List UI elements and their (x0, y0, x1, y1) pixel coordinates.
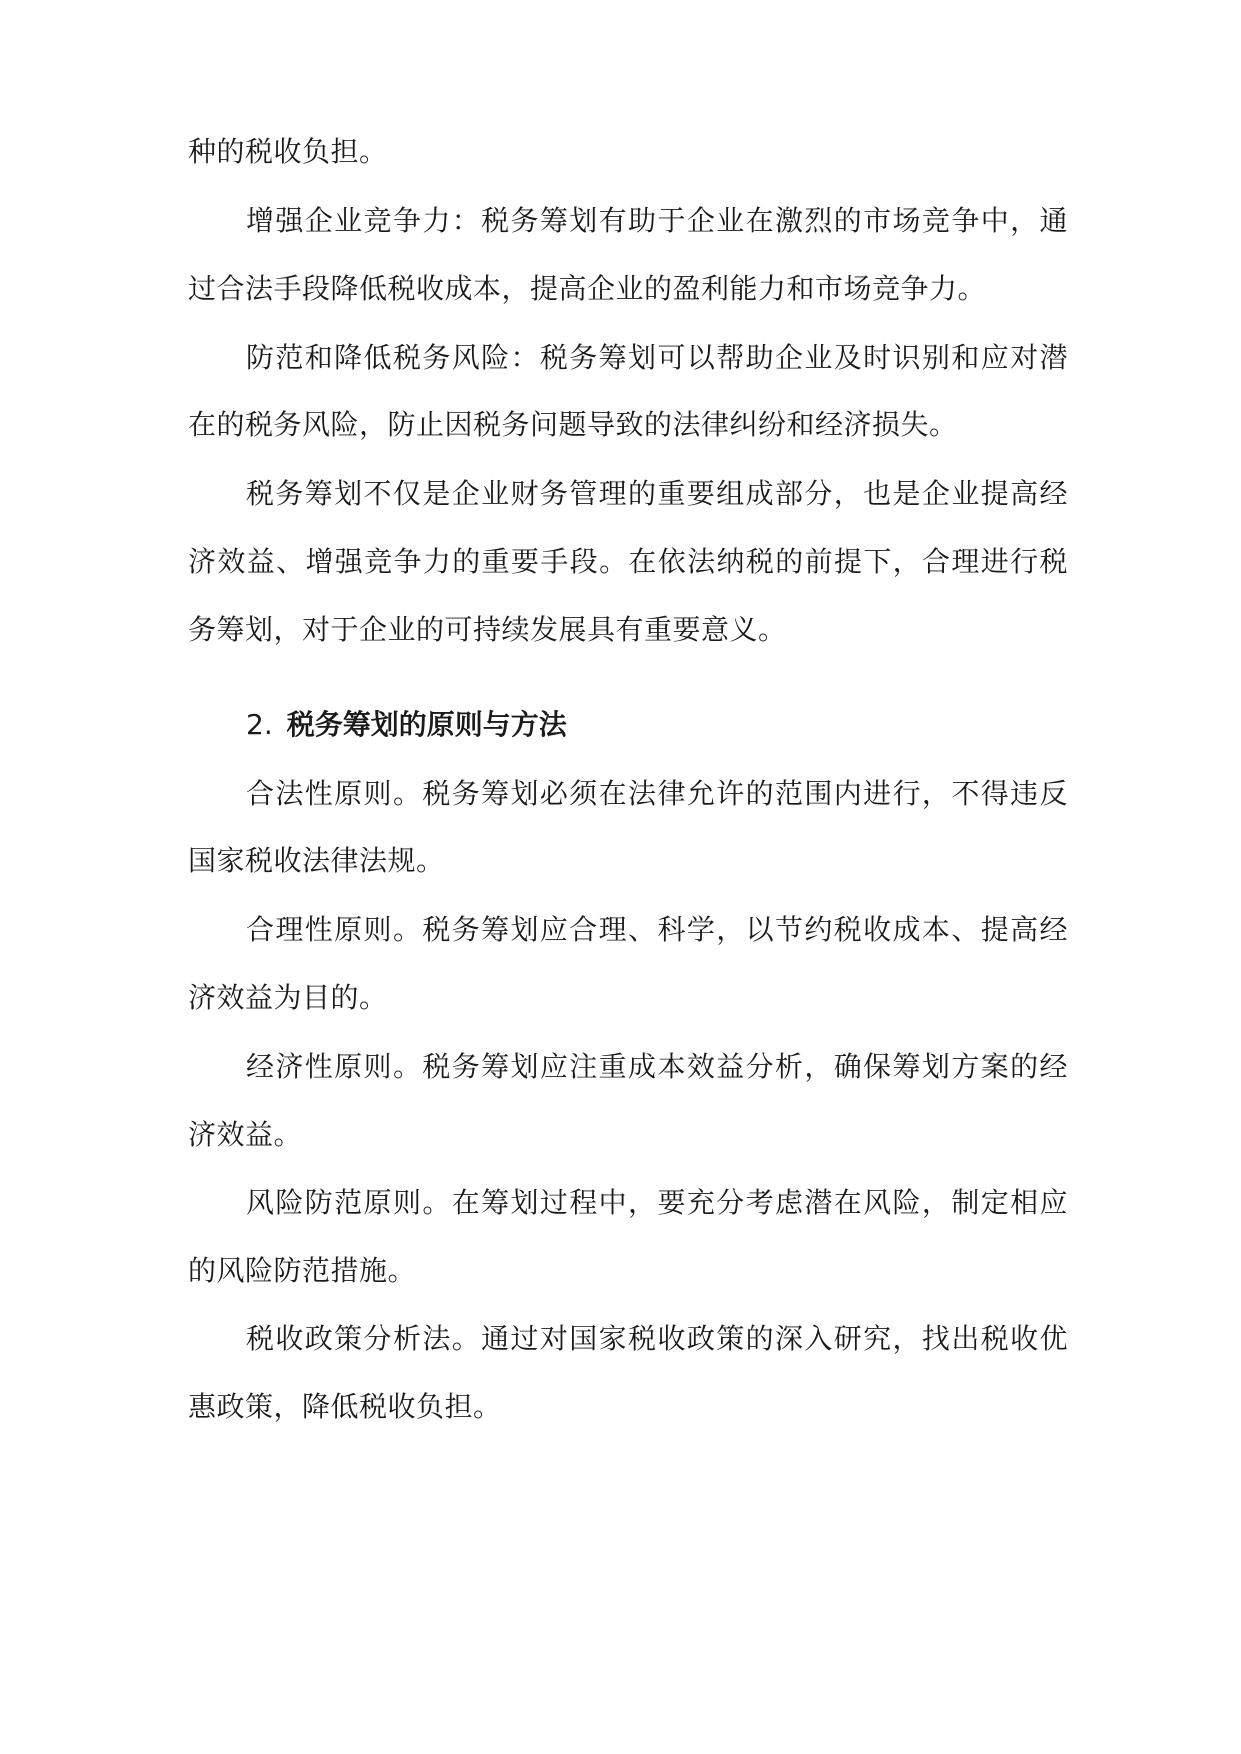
paragraph-line: 务筹划，对于企业的可持续发展具有重要意义。 (188, 613, 787, 646)
paragraph-line: 惠政策，降低税收负担。 (188, 1390, 502, 1423)
paragraph-line: 增强企业竞争力：税务筹划有助于企业在激烈的市场竞争中，通 (246, 204, 1068, 237)
paragraph-line: 过合法手段降低税收成本，提高企业的盈利能力和市场竞争力。 (188, 272, 987, 305)
paragraph-line: 防范和降低税务风险：税务筹划可以帮助企业及时识别和应对潜 (246, 341, 1068, 374)
paragraph-line: 济效益。 (188, 1118, 303, 1151)
paragraph-line: 合法性原则。税务筹划必须在法律允许的范围内进行，不得违反 (246, 777, 1068, 810)
paragraph-line: 合理性原则。税务筹划应合理、科学，以节约税收成本、提高经 (246, 913, 1068, 946)
section-heading (246, 705, 567, 745)
paragraph-line: 济效益、增强竞争力的重要手段。在依法纳税的前提下，合理进行税 (188, 545, 1068, 578)
paragraph-line: 种的税收负担。 (188, 135, 388, 168)
paragraph-line: 在的税务风险，防止因税务问题导致的法律纠纷和经济损失。 (188, 408, 958, 441)
paragraph-line: 的风险防范措施。 (188, 1254, 417, 1287)
section-heading-title: 税务筹划的原则与方法 (286, 708, 567, 741)
section-heading-number: 2. (246, 708, 273, 741)
paragraph-line: 国家税收法律法规。 (188, 844, 445, 877)
paragraph-line: 税收政策分析法。通过对国家税收政策的深入研究，找出税收优 (246, 1322, 1068, 1355)
paragraph-line: 风险防范原则。在筹划过程中，要充分考虑潜在风险，制定相应 (246, 1186, 1068, 1219)
paragraph-line: 税务筹划不仅是企业财务管理的重要组成部分，也是企业提高经 (246, 477, 1068, 510)
paragraph-line: 济效益为目的。 (188, 981, 388, 1014)
paragraph-line: 经济性原则。税务筹划应注重成本效益分析，确保筹划方案的经 (246, 1050, 1068, 1083)
